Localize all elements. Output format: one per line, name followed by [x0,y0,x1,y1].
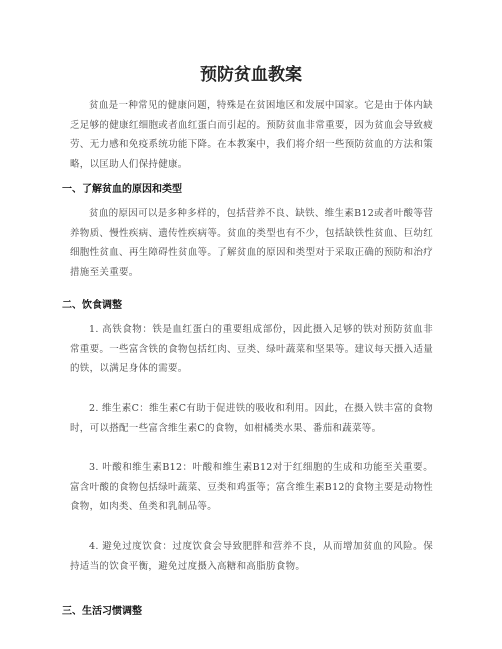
diet-item-folate-b12: 3. 叶酸和维生素B12：叶酸和维生素B12对于红细胞的生成和功能至关重要。富含叶酸的食物包括绿叶蔬菜、豆类和鸡蛋等；富含维生素B12的食物主要是动物性食物，如肉类、鱼类和乳制品等。 [70,462,433,512]
section-heading-diet: 二、饮食调整 [62,300,122,311]
document-title: 预防贫血教案 [200,65,302,85]
diet-item-vitamin-c: 2. 维生素C：维生素C有助于促进铁的吸收和利用。因此，在摄入铁丰富的食物时，可以搭配一些富含维生素C的食物，如柑橘类水果、番茄和蔬菜等。 [70,403,433,434]
intro-paragraph: 贫血是一种常见的健康问题，特殊是在贫困地区和发展中国家。它是由于体内缺乏足够的健康红细胞或者血红蛋白而引起的。预防贫血非常重要，因为贫血会导致疲劳、无力感和免疫系统功能下降。在本教案中，我们将介绍一些预防贫血的方法和策略，以匡助人们保持健康。 [70,100,433,170]
section-heading-lifestyle: 三、生活习惯调整 [62,606,142,617]
section-heading-causes: 一、了解贫血的原因和类型 [62,184,182,195]
diet-item-avoid-overeating: 4. 避免过度饮食：过度饮食会导致肥胖和营养不良，从而增加贫血的风险。保持适当的饮食平衡，避免过度摄入高糖和高脂肪食物。 [70,541,433,572]
section-causes-paragraph: 贫血的原因可以是多种多样的，包括营养不良、缺铁、维生素B12或者叶酸等营养物质、慢性疾病、遗传性疾病等。贫血的类型也有不少，包括缺铁性贫血、巨幼红细胞性贫血、再生障碍性贫血等。了解贫血的原因和类型对于采取正确的预防和治疗措施至关重要。 [70,208,433,278]
diet-item-iron: 1. 高铁食物：铁是血红蛋白的重要组成部份，因此摄入足够的铁对预防贫血非常重要。一些富含铁的食物包括红肉、豆类、绿叶蔬菜和坚果等。建议每天摄入适量的铁，以满足身体的需要。 [70,324,433,374]
